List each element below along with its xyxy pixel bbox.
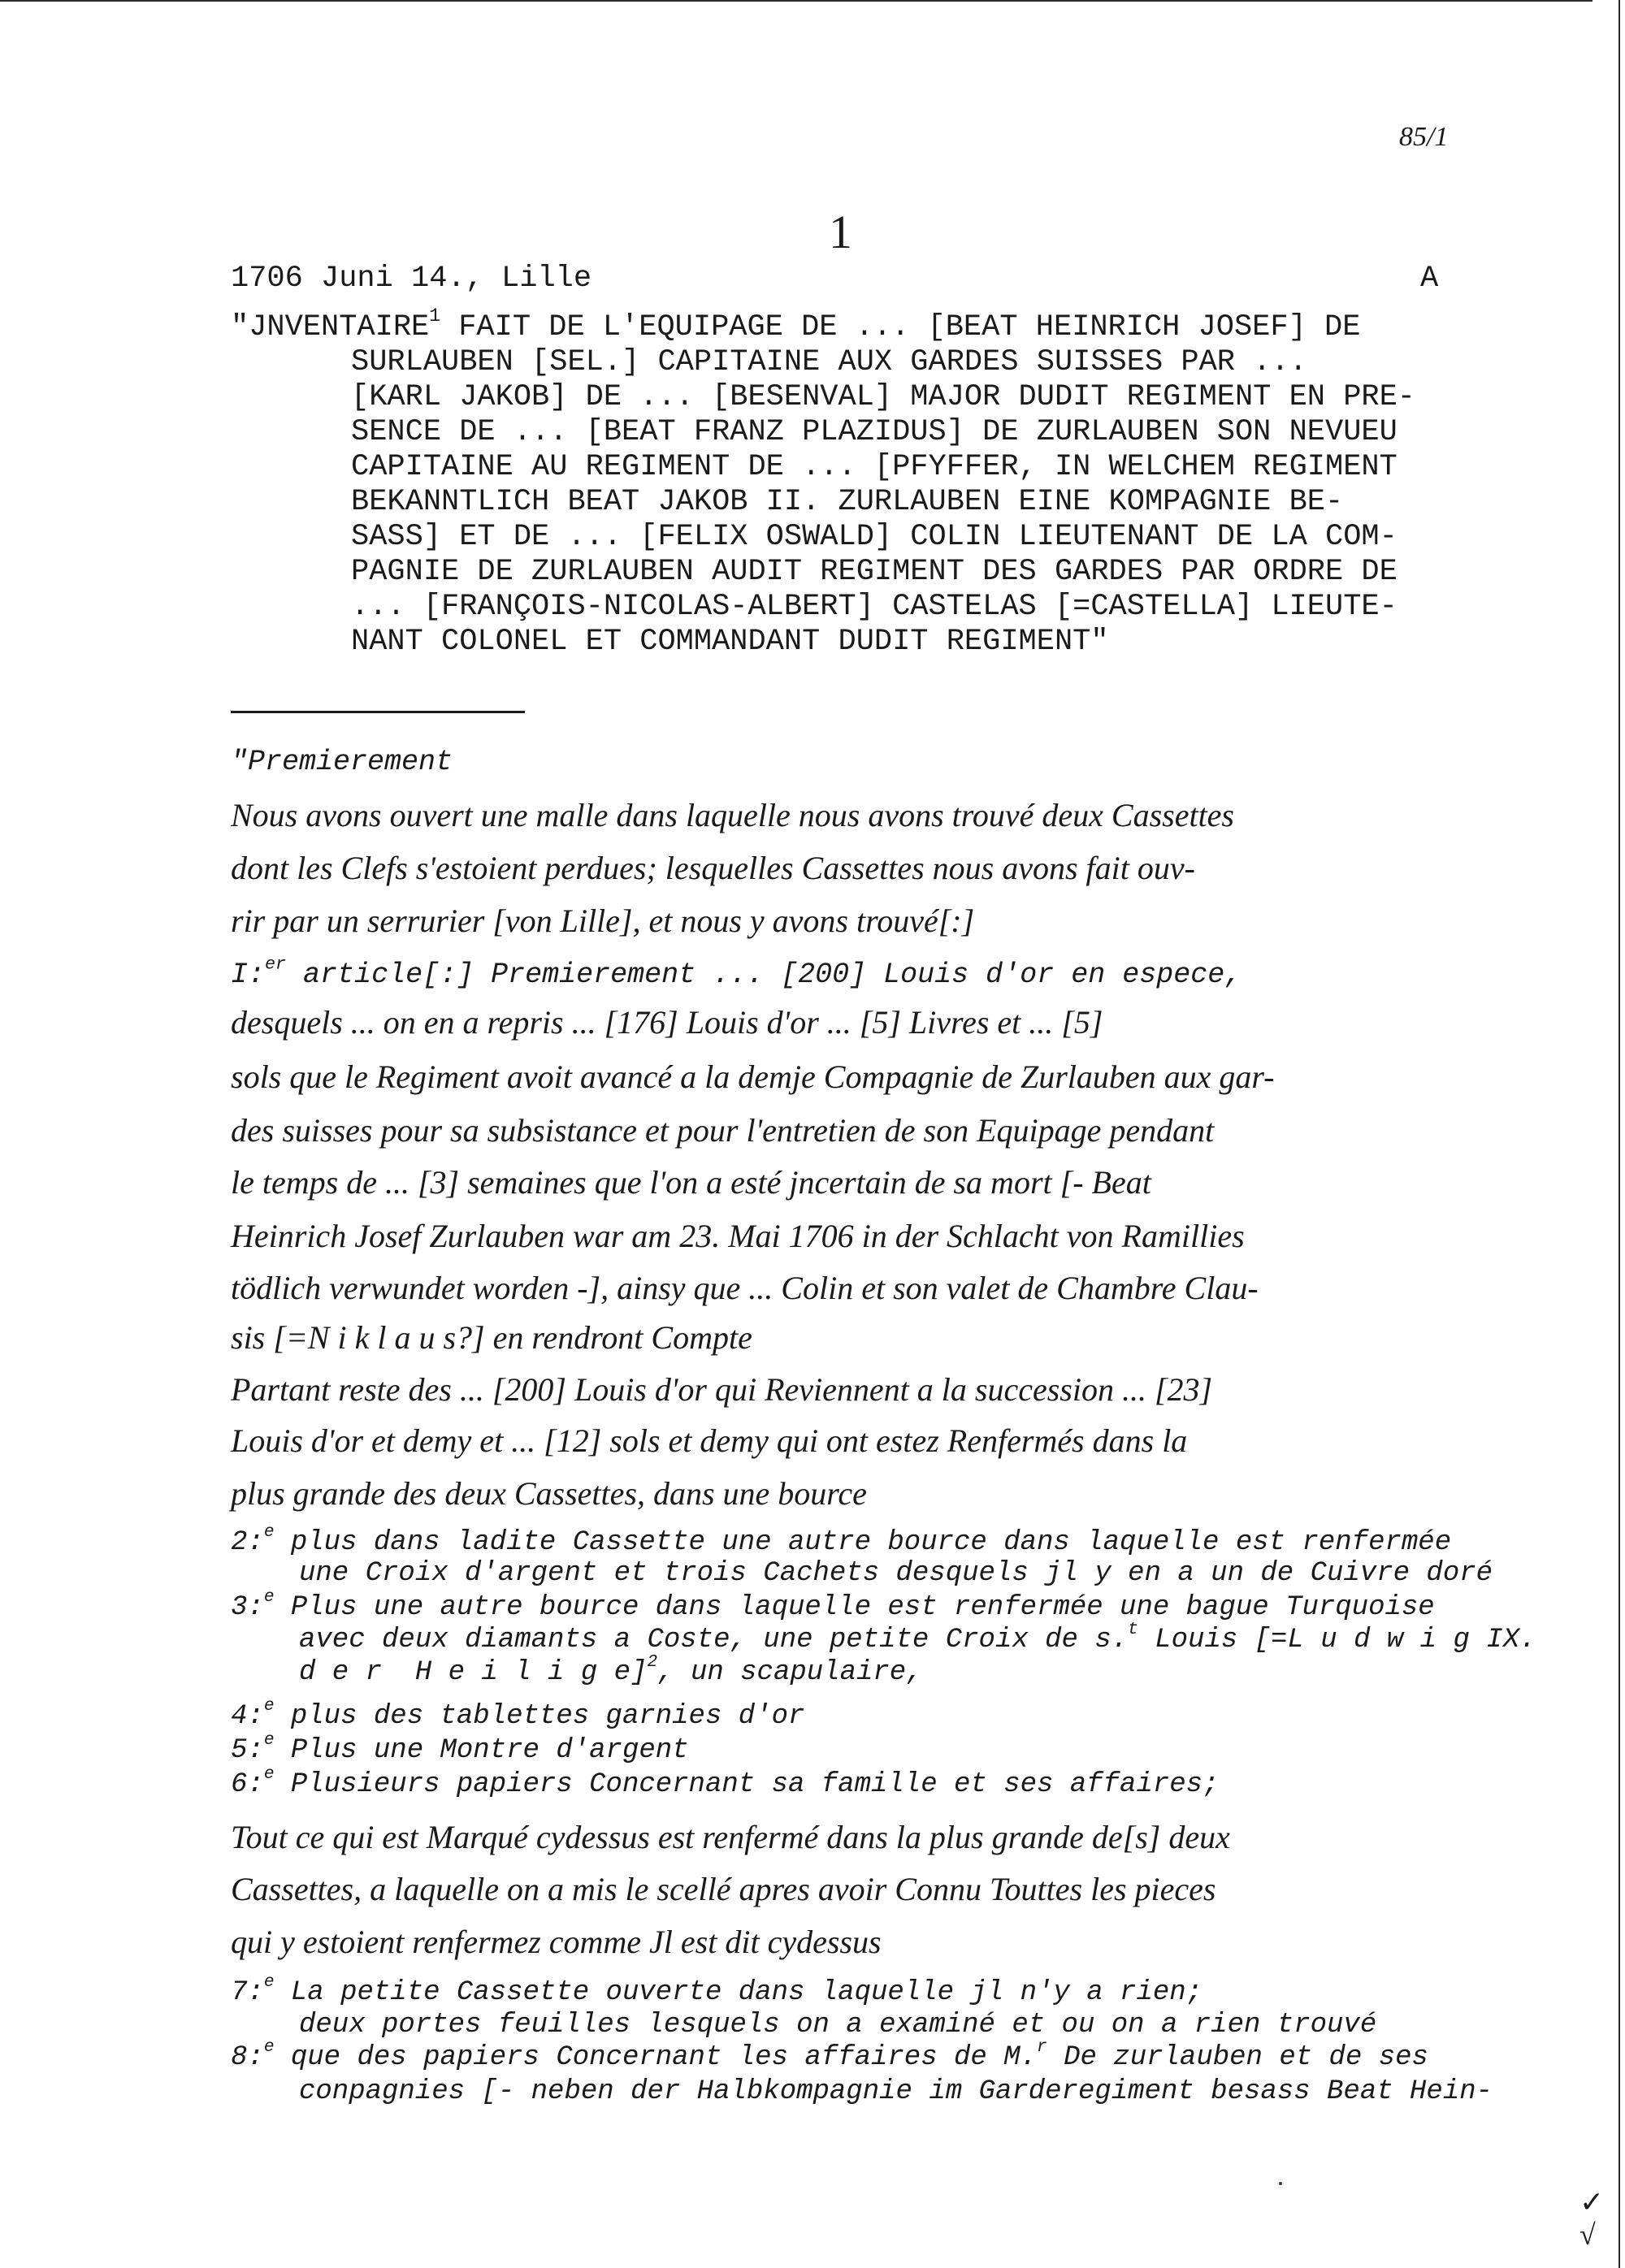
item-text: plus dans ladite Cassette une autre bource dans laquelle est renfermée [274,1527,1452,1558]
item-text: La petite Cassette ouverte dans laquelle jl n'y a rien; [274,1977,1203,2008]
body-line: des suisses pour sa subsistance et pour l'entretien de son Equipage pendant [231,1112,1215,1149]
article-superscript: er [265,954,287,975]
body-line: Partant reste des ... [200] Louis d'or qui Reviennent a la succession ... [23] [231,1371,1213,1408]
page-edge-right [1618,0,1620,2268]
body-line: Louis d'or et demy et ... [12] sols et demy qui ont estez Renfermés dans la [231,1422,1188,1459]
body-line: tödlich verwundet worden -], ainsy que ... Colin et son valet de Chambre Clau- [231,1270,1259,1306]
item-superscript: e [263,1764,275,1785]
check-mark: ✓ [1580,2186,1605,2218]
item-number: 5: [231,1735,264,1766]
item-3 [231,1587,1435,1623]
item-text: De zurlauben et de ses [1046,2042,1428,2073]
body-line: desquels ... on en a repris ... [176] Louis d'or ... [5] Livres et ... [5] [231,1004,1103,1041]
title-line: SENCE DE ... [BEAT FRANZ PLAZIDUS] DE ZURLAUBEN SON NEVUEU [351,415,1398,449]
item-text: , un scapulaire, [657,1657,923,1688]
document-letter: A [1420,262,1439,296]
date-place: 1706 Juni 14., Lille [231,262,592,296]
item-superscript: r [1037,2037,1047,2058]
title-text-a: "JNVENTAIRE [231,310,430,344]
title-line: ... [FRANÇOIS-NICOLAS-ALBERT] CASTELAS [=CASTELLA] LIEUTE- [351,590,1398,624]
footnote-ref: 1 [429,305,441,327]
item-superscript: e [263,1972,275,1993]
item-text: Plus une autre bource dans laquelle est renfermée une bague Turquoise [274,1592,1435,1623]
item-8-preface: deux portes feuilles lesquels on a examiné et ou on a rien trouvé [299,2010,1377,2041]
footnote-ref: 2 [647,1652,658,1673]
item-superscript: e [263,1730,275,1751]
title-line: [KARL JAKOB] DE ... [BESENVAL] MAJOR DUDIT REGIMENT EN PRE- [351,380,1416,414]
title-line: SURLAUBEN [SEL.] CAPITAINE AUX GARDES SUISSES PAR ... [351,345,1307,379]
item-number: 3: [231,1592,264,1623]
document-number: 1 [829,206,852,258]
item-text: Louis [=L u d w i g IX. [1138,1625,1536,1656]
title-line: SASS] ET DE ... [FELIX OSWALD] COLIN LIEUTENANT DE LA COM- [351,520,1398,554]
item-superscript: e [263,2037,275,2058]
item-text: plus des tablettes garnies d'or [274,1701,805,1732]
title-text-b: FAIT DE L'EQUIPAGE DE ... [BEAT HEINRICH JOSEF] DE [440,310,1361,344]
item-superscript: e [263,1587,275,1608]
item-superscript: e [263,1696,275,1716]
premierement-heading: "Premierement [231,746,453,778]
body-line: Heinrich Josef Zurlauben war am 23. Mai 1706 in der Schlacht von Ramillies [231,1218,1245,1254]
article-number: I: [231,959,266,991]
check-mark: √ [1580,2218,1596,2251]
body-line: Cassettes, a laquelle on a mis le scellé apres avoir Connu Touttes les pieces [231,1871,1216,1907]
title-line: CAPITAINE AU REGIMENT DE ... [PFYFFER, IN WELCHEM REGIMENT [351,450,1398,484]
item-8-continued: conpagnies [- neben der Halbkompagnie im Garderegiment besass Beat Hein- [299,2076,1493,2107]
item-4 [231,1696,805,1732]
item-number: 6: [231,1769,264,1800]
item-superscript: t [1128,1620,1138,1640]
title-line-1 [231,305,1506,345]
title-line: BEKANNTLICH BEAT JAKOB II. ZURLAUBEN EINE KOMPAGNIE BE- [351,485,1344,519]
ink-dot [1279,2182,1282,2185]
item-text: Plus une Montre d'argent [274,1735,689,1766]
item-2-continued: une Croix d'argent et trois Cachets desquels jl y en a un de Cuivre doré [299,1558,1493,1589]
title-line: NANT COLONEL ET COMMANDANT DUDIT REGIMENT" [351,625,1109,659]
item-3-continued [299,1652,923,1688]
item-3-continued [299,1620,1536,1656]
body-line: Nous avons ouvert une malle dans laquelle nous avons trouvé deux Cassettes [231,797,1234,833]
item-8 [231,2037,1428,2073]
item-5 [231,1730,689,1766]
item-number: 8: [231,2042,264,2073]
title-line: PAGNIE DE ZURLAUBEN AUDIT REGIMENT DES GARDES PAR ORDRE DE [351,555,1398,589]
article-1-line [231,954,1242,991]
item-text: que des papiers Concernant les affaires de M. [274,2042,1038,2073]
body-line: qui y estoient renfermez comme Jl est dit cydessus [231,1924,882,1960]
document-title [231,305,1506,660]
page-number: 85/1 [1399,122,1449,152]
item-number: 4: [231,1701,264,1732]
body-line: le temps de ... [3] semaines que l'on a esté jncertain de sa mort [- Beat [231,1164,1151,1201]
item-text: Plusieurs papiers Concernant sa famille et ses affaires; [274,1769,1220,1800]
item-6 [231,1764,1220,1800]
page-edge-top [0,0,1592,2]
body-line: dont les Clefs s'estoient perdues; lesquelles Cassettes nous avons fait ouv- [231,850,1195,886]
body-line: sis [=N i k l a u s?] en rendront Compte [231,1319,752,1356]
body-line: rir par un serrurier [von Lille], et nous y avons trouvé[:] [231,902,975,939]
body-line: plus grande des deux Cassettes, dans une bource [231,1475,867,1512]
item-number: 2: [231,1527,264,1558]
item-text: avec deux diamants a Coste, une petite Croix de s. [299,1625,1129,1656]
item-superscript: e [263,1522,275,1543]
item-number: 7: [231,1977,264,2008]
section-divider [231,711,525,713]
item-text: d e r H e i l i g e] [299,1657,648,1688]
item-2 [231,1522,1452,1558]
body-line: sols que le Regiment avoit avancé a la demje Compagnie de Zurlauben aux gar- [231,1058,1275,1095]
body-line: Tout ce qui est Marqué cydessus est renfermé dans la plus grande de[s] deux [231,1819,1230,1855]
item-7 [231,1972,1203,2008]
article-text: article[:] Premierement ... [200] Louis d'or en espece, [286,959,1242,991]
